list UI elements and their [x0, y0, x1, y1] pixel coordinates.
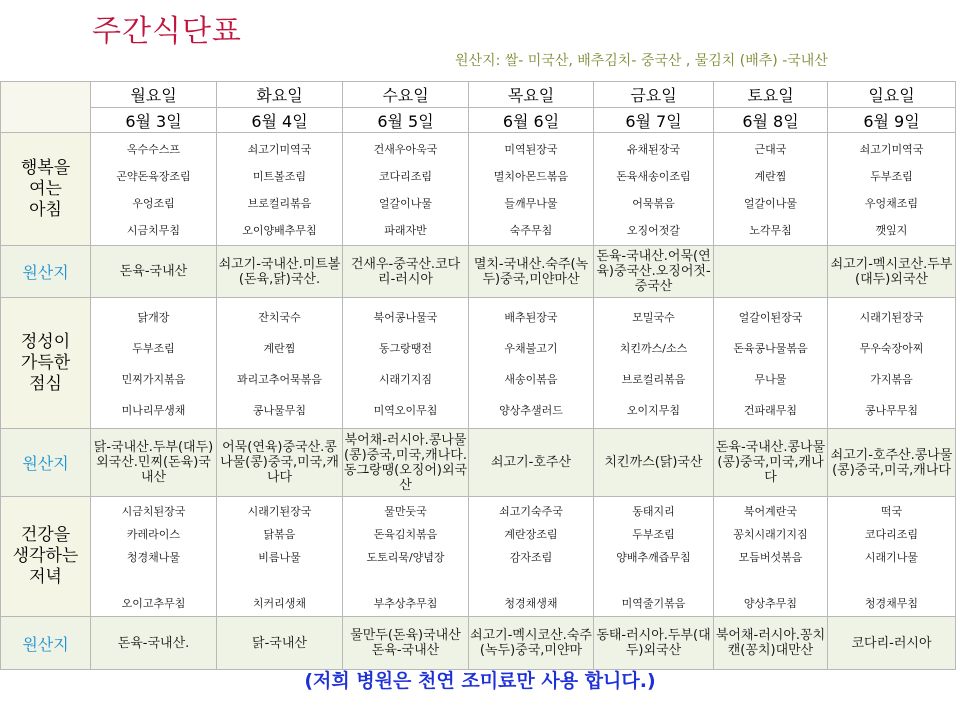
- day-date: 6월 6일: [469, 108, 594, 133]
- menu-item: 시래기된장국: [859, 310, 924, 324]
- menu-item: 비름나물: [258, 550, 301, 564]
- menu-item: 가지볶음: [870, 372, 913, 386]
- menu-item: 건파래무침: [743, 403, 798, 417]
- menu-item: 떡국: [880, 504, 903, 518]
- menu-item: 곤약돈육장조림: [116, 169, 191, 183]
- menu-item: 들깨무나물: [504, 196, 558, 210]
- breakfast-menu-cell: [594, 133, 714, 246]
- menu-item: [91, 568, 216, 591]
- origin-value: [714, 246, 828, 298]
- menu-item: 치커리생채: [252, 596, 307, 610]
- menu-item: 미트볼조림: [252, 169, 307, 183]
- menu-item: 시금치된장국: [121, 504, 186, 518]
- day-date: 6월 5일: [343, 108, 469, 133]
- menu-item: [343, 568, 468, 591]
- page-title: 주간식단표: [92, 14, 242, 49]
- menu-item: 오이고추무침: [121, 596, 186, 610]
- breakfast-menu-cell: [828, 133, 956, 246]
- menu-item: 미역오이무침: [373, 403, 438, 417]
- menu-item: 건새우아욱국: [373, 142, 438, 156]
- menu-item: 닭개장: [137, 310, 170, 324]
- menu-item: 청경채무침: [864, 596, 919, 610]
- menu-item: 미나리무생채: [121, 403, 186, 417]
- menu-item: 돈육김치볶음: [373, 527, 438, 541]
- origin-value: 쇠고기-국내산.미트볼(돈육,닭)국산.: [217, 246, 343, 298]
- menu-item: [469, 568, 593, 591]
- menu-item: 콩나물무침: [252, 403, 307, 417]
- menu-item: 카레라이스: [126, 527, 181, 541]
- day-date: 6월 3일: [91, 108, 217, 133]
- origin-value: 닭-국내산: [217, 617, 343, 670]
- day-name-row: [1, 82, 956, 108]
- day-date-row: [1, 108, 956, 133]
- day-name: 일요일: [828, 82, 956, 108]
- dinner-menu-cell: [217, 497, 343, 617]
- breakfast-label: 행복을 여는 아침: [1, 133, 91, 246]
- menu-item: 치킨까스/소스: [619, 341, 688, 355]
- menu-item: [828, 568, 955, 591]
- menu-item: 감자조림: [509, 550, 553, 564]
- breakfast-origin-label: 원산지: [1, 246, 91, 298]
- dinner-menu-row: [1, 497, 956, 617]
- menu-item: 부추상추무침: [373, 596, 438, 610]
- origin-value: 코다리-러시아: [828, 617, 956, 670]
- menu-item: 모듬버섯볶음: [738, 550, 803, 564]
- lunch-origin-label: 원산지: [1, 429, 91, 497]
- dinner-menu-cell: [469, 497, 594, 617]
- menu-item: 청경채생채: [504, 596, 558, 610]
- day-name: 화요일: [217, 82, 343, 108]
- menu-item: 코다리조림: [864, 527, 919, 541]
- menu-item: 꽈리고추어묵볶음: [236, 372, 322, 386]
- footer-note: (저희 병원은 천연 조미료만 사용 합니다.): [304, 670, 656, 692]
- lunch-menu-cell: [343, 298, 469, 429]
- dinner-menu-cell: [343, 497, 469, 617]
- day-date: 6월 4일: [217, 108, 343, 133]
- menu-item: [217, 568, 342, 591]
- menu-item: 닭볶음: [263, 527, 296, 541]
- menu-item: 청경채나물: [126, 550, 181, 564]
- dinner-origin-label: 원산지: [1, 617, 91, 670]
- dinner-label: 건강을 생각하는 저녁: [1, 497, 91, 617]
- menu-item: 모밀국수: [632, 310, 675, 324]
- menu-item: 쇠고기숙주국: [499, 504, 563, 518]
- menu-item: 도토리묵/양념장: [366, 550, 445, 564]
- lunch-label: 정성이 가득한 점심: [1, 298, 91, 429]
- menu-item: 돈육콩나물볶음: [733, 341, 808, 355]
- breakfast-menu-row: [1, 133, 956, 246]
- day-name: 월요일: [91, 82, 217, 108]
- day-date: 6월 7일: [594, 108, 714, 133]
- menu-item: 미역된장국: [504, 142, 558, 156]
- lunch-menu-cell: [91, 298, 217, 429]
- menu-item: 브로컬리볶음: [247, 196, 312, 210]
- day-date: 6월 9일: [828, 108, 956, 133]
- menu-item: 근대국: [754, 142, 787, 156]
- menu-item: 동태지리: [632, 504, 675, 518]
- menu-item: 어묵볶음: [632, 196, 675, 210]
- menu-item: 꽁치시래기지짐: [733, 527, 808, 541]
- day-name: 금요일: [594, 82, 714, 108]
- lunch-menu-row: [1, 298, 956, 429]
- day-date: 6월 8일: [714, 108, 828, 133]
- menu-item: 양상추무침: [743, 596, 798, 610]
- menu-item: 북어계란국: [743, 504, 798, 518]
- menu-item: 새송이볶음: [504, 372, 558, 386]
- lunch-menu-cell: [714, 298, 828, 429]
- menu-item: 멸치아몬드볶음: [493, 169, 569, 183]
- origin-value: 돈육-국내산: [91, 246, 217, 298]
- menu-item: 쇠고기미역국: [859, 142, 924, 156]
- menu-item: 브로컬리볶음: [621, 372, 686, 386]
- menu-item: 시래기된장국: [247, 504, 312, 518]
- dinner-menu-cell: [594, 497, 714, 617]
- menu-item: 물만둣국: [384, 504, 427, 518]
- origin-value: 쇠고기-호주산: [469, 429, 594, 497]
- menu-item: 두부조림: [632, 527, 675, 541]
- corner-cell: [1, 82, 91, 133]
- breakfast-menu-cell: [343, 133, 469, 246]
- menu-item: 옥수수스프: [126, 142, 181, 156]
- menu-item: 계란장조림: [504, 527, 558, 541]
- lunch-menu-cell: [594, 298, 714, 429]
- breakfast-menu-cell: [469, 133, 594, 246]
- origin-value: 멸치-국내산.숙주(녹두)중국,미얀마산: [469, 246, 594, 298]
- dinner-menu-cell: [828, 497, 956, 617]
- menu-item: 우엉조림: [132, 196, 175, 210]
- menu-item: 북어콩나물국: [373, 310, 438, 324]
- menu-item: 양배추깨즙무침: [616, 550, 691, 564]
- menu-item: 깻잎지: [875, 223, 908, 237]
- menu-item: 오이양배추무침: [242, 223, 317, 237]
- breakfast-menu-cell: [714, 133, 828, 246]
- origin-value: 닭-국내산.두부(대두)외국산.민찌(돈육)국내산: [91, 429, 217, 497]
- menu-item: 우채불고기: [504, 341, 558, 355]
- menu-item: 동그랑땡전: [378, 341, 433, 355]
- menu-item: 배추된장국: [504, 310, 558, 324]
- menu-item: 숙주무침: [509, 223, 553, 237]
- origin-value: 돈육-국내산.어묵(연육)중국산.오징어젓-중국산: [594, 246, 714, 298]
- menu-item: 얼갈이된장국: [738, 310, 803, 324]
- breakfast-menu-cell: [91, 133, 217, 246]
- origin-value: 동태-러시아.두부(대두)외국산: [594, 617, 714, 670]
- menu-item: 무우숙장아찌: [859, 341, 924, 355]
- menu-item: 계란찜: [754, 169, 787, 183]
- menu-item: 민찌가지볶음: [121, 372, 186, 386]
- lunch-menu-cell: [217, 298, 343, 429]
- lunch-menu-cell: [469, 298, 594, 429]
- origin-value: 치킨까스(닭)국산: [594, 429, 714, 497]
- dinner-menu-cell: [714, 497, 828, 617]
- lunch-origin-row: [1, 429, 956, 497]
- menu-item: 시래기나물: [864, 550, 919, 564]
- menu-item: 두부조림: [870, 169, 913, 183]
- origin-value: 북어채-러시아.콩나물(콩)중국,미국,캐나다.동그랑땡(오징어)외국산: [343, 429, 469, 497]
- menu-item: [714, 568, 827, 591]
- dinner-origin-row: [1, 617, 956, 670]
- breakfast-menu-cell: [217, 133, 343, 246]
- origin-value: 쇠고기-멕시코산.숙주(녹두)중국,미얀마: [469, 617, 594, 670]
- menu-item: 노각무침: [749, 223, 792, 237]
- origin-value: 어묵(연육)중국산.콩나물(콩)중국,미국,캐나다: [217, 429, 343, 497]
- menu-item: 두부조림: [132, 341, 175, 355]
- menu-item: 계란찜: [263, 341, 296, 355]
- origin-value: 건새우-중국산.코다리-러시아: [343, 246, 469, 298]
- origin-value: 돈육-국내산.: [91, 617, 217, 670]
- menu-item: 시금치무침: [126, 223, 181, 237]
- day-name: 토요일: [714, 82, 828, 108]
- origin-value: 쇠고기-멕시코산.두부(대두)외국산: [828, 246, 956, 298]
- menu-item: 돈육새송이조림: [616, 169, 691, 183]
- weekly-menu-table: [0, 81, 956, 670]
- breakfast-origin-row: [1, 246, 956, 298]
- origin-value: 돈육-국내산.콩나물(콩)중국,미국,캐나다: [714, 429, 828, 497]
- origin-note: 원산지: 쌀- 미국산, 배추김치- 중국산 , 물김치 (배추) -국내산: [455, 53, 828, 69]
- menu-item: 오이지무침: [626, 403, 681, 417]
- menu-item: 쇠고기미역국: [247, 142, 312, 156]
- origin-value: 북어채-러시아.꽁치캔(꽁치)대만산: [714, 617, 828, 670]
- menu-item: 우엉채조림: [864, 196, 919, 210]
- menu-item: [594, 568, 713, 591]
- menu-item: 시래기지짐: [378, 372, 433, 386]
- menu-item: 얼갈이나물: [378, 196, 433, 210]
- origin-value: 쇠고기-호주산.콩나물(콩)중국,미국,캐나다: [828, 429, 956, 497]
- origin-value: 물만두(돈육)국내산 돈육-국내산: [343, 617, 469, 670]
- lunch-menu-cell: [828, 298, 956, 429]
- menu-item: 코다리조림: [378, 169, 433, 183]
- day-name: 수요일: [343, 82, 469, 108]
- menu-item: 얼갈이나물: [743, 196, 798, 210]
- menu-item: 무나물: [754, 372, 787, 386]
- menu-item: 파래자반: [384, 223, 427, 237]
- menu-item: 유채된장국: [626, 142, 681, 156]
- menu-item: 콩나무무침: [864, 403, 919, 417]
- day-name: 목요일: [469, 82, 594, 108]
- menu-item: 미역줄기볶음: [621, 596, 686, 610]
- menu-item: 양상추샐러드: [499, 403, 563, 417]
- menu-item: 오징어젓갈: [626, 223, 681, 237]
- dinner-menu-cell: [91, 497, 217, 617]
- menu-item: 잔치국수: [258, 310, 301, 324]
